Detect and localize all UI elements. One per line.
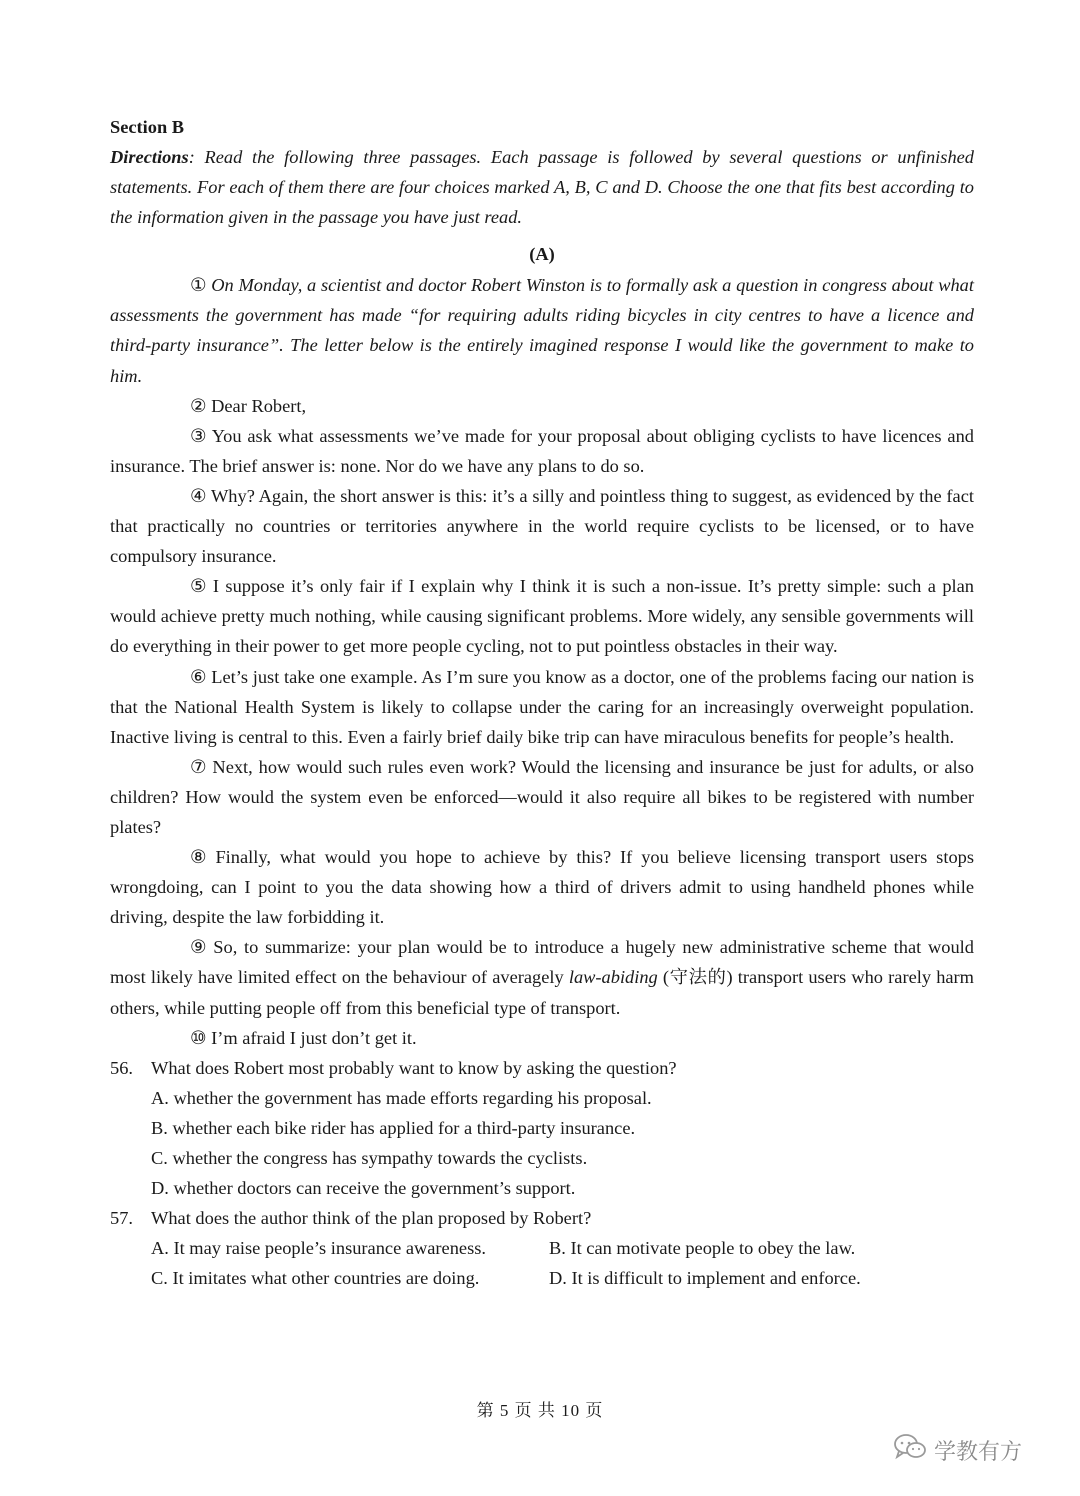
option-56-c[interactable]: C. whether the congress has sympathy towards the cyclists. [151, 1148, 588, 1168]
paragraph-number: ⑩ [190, 1027, 207, 1048]
question-stem: What does Robert most probably want to know by asking the question? [151, 1057, 677, 1078]
paragraph-9 [110, 932, 974, 1022]
paragraph-number: ⑧ [190, 847, 207, 868]
paragraph-3 [110, 421, 974, 481]
paragraph-6 [110, 662, 974, 752]
page-footer: 第 5 页 共 10 页 [476, 1401, 604, 1420]
term-law-abiding: law-abiding [568, 967, 658, 988]
paragraph-text: Dear Robert, [211, 395, 307, 416]
paragraph-text-before: So, to summarize: your plan would be to introduce a hugely new administrative scheme that would most likely have limited effect on the behaviour of averagely [110, 937, 974, 988]
question-number: 57. [110, 1208, 133, 1229]
question-number: 56. [110, 1057, 133, 1078]
paragraph-number: ③ [190, 425, 207, 446]
paragraph-text: You ask what assessments we’ve made for your proposal about obliging cyclists to have licences and insurance. The brief answer is: none. Nor do we have any plans to do so. [110, 425, 974, 476]
option-57-b[interactable]: B. It can motivate people to obey the law. [549, 1238, 856, 1259]
paragraph-7 [110, 752, 974, 842]
option-57-a[interactable]: A. It may raise people’s insurance awareness. [151, 1238, 486, 1259]
paragraph-number: ⑥ [190, 666, 207, 687]
exam-page [110, 112, 974, 1293]
section-title: Section B [110, 117, 185, 137]
paragraph-8 [110, 842, 974, 932]
paragraph-number: ① [190, 275, 207, 296]
paragraph-text: I’m afraid I just don’t get it. [211, 1027, 417, 1048]
directions-label: Directions [110, 147, 189, 167]
option-56-d[interactable]: D. whether doctors can receive the government’s support. [151, 1178, 576, 1199]
paragraph-number: ④ [190, 485, 207, 506]
paragraph-text: Finally, what would you hope to achieve by this? If you believe licensing transport users stops wrongdoing, can I point to you the data showing how a third of drivers admit to using handheld phones while driving, despite the law forbidding it. [110, 847, 974, 928]
paragraph-text: Why? Again, the short answer is this: it’s a silly and pointless thing to suggest, as evidenced by the fact that practically no countries or territories anywhere in the world require cyclists to be licensed, or to have compulsory insurance. [110, 485, 974, 567]
option-57-d[interactable]: D. It is difficult to implement and enforce. [549, 1268, 861, 1289]
paragraph-text: I suppose it’s only fair if I explain why I think it is such a non-issue. It’s pretty simple: such a plan would achieve pretty much nothing, while causing significant problems. More widely, any sensible governments will do everything in their power to get more people cycling, not to put pointless obstacles in their way. [110, 576, 974, 657]
paragraph-number: ⑦ [190, 756, 207, 777]
paragraph-text-after: transport users who rarely harm others, while putting people off from this beneficial type of transport. [110, 967, 974, 1018]
paragraph-10 [110, 1023, 974, 1053]
watermark-text: 学教有方 [934, 1439, 1023, 1465]
question-stem: What does the author think of the plan proposed by Robert? [151, 1208, 592, 1229]
paragraph-text: Let’s just take one example. As I’m sure you know as a doctor, one of the problems facing our nation is that the National Health System is likely to collapse under the caring for an increasingly overweight population. Inactive living is central to this. Even a fairly brief daily bike trip can have miraculous benefits for people’s health. [110, 666, 974, 747]
watermark [892, 1430, 1022, 1470]
options-row-2 [110, 1263, 974, 1293]
directions [110, 142, 974, 232]
question-56 [110, 1053, 974, 1083]
option-56-a[interactable]: A. whether the government has made efforts regarding his proposal. [151, 1087, 652, 1108]
paragraph-1 [110, 270, 974, 390]
wechat-icon [892, 1432, 928, 1468]
term-gloss: (守法的) [657, 967, 733, 988]
paragraph-text: Next, how would such rules even work? Would the licensing and insurance be just for adults, or also children? How would the system even be enforced—would it also require all bikes to be registered with number plates? [110, 756, 974, 837]
paragraph-number: ② [190, 395, 207, 416]
directions-text: : Read the following three passages. Each passage is followed by several questions or unfinished statements. For each of them there are four choices marked A, B, C and D. Choose the one that fits best according to the information given in the passage you have just read. [110, 147, 974, 228]
paragraph-text: On Monday, a scientist and doctor Robert Winston is to formally ask a question in congress about what assessments the government has made “for requiring adults riding bicycles in city centres to have a licence and third-party insurance”. The letter below is the entirely imagined response I would like the government to make to him. [110, 275, 974, 386]
paragraph-number: ⑤ [190, 576, 207, 597]
options-row-1 [110, 1233, 974, 1263]
option-57-c[interactable]: C. It imitates what other countries are doing. [151, 1268, 480, 1289]
paragraph-2 [110, 391, 974, 421]
passage-label: (A) [529, 244, 555, 265]
option-56-b[interactable]: B. whether each bike rider has applied for a third-party insurance. [151, 1117, 636, 1138]
question-57 [110, 1203, 974, 1233]
paragraph-4 [110, 481, 974, 571]
paragraph-5 [110, 571, 974, 661]
paragraph-number: ⑨ [190, 937, 207, 958]
